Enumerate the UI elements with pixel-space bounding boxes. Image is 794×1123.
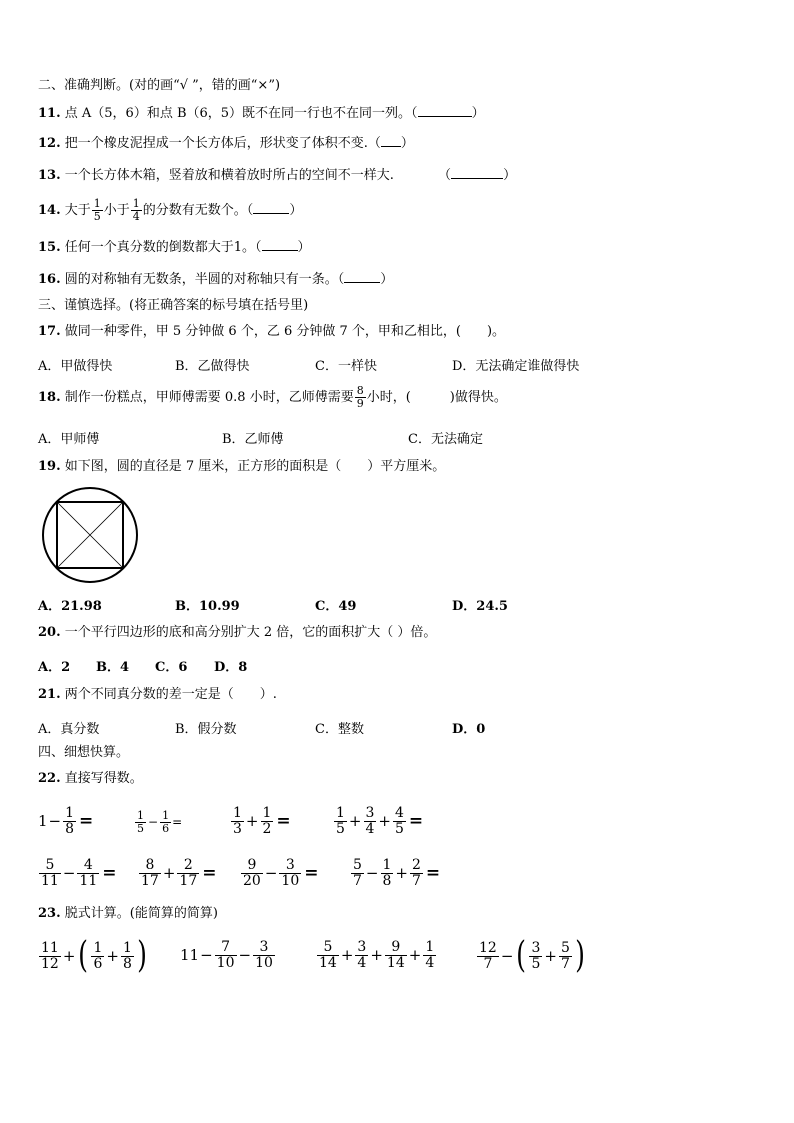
- q22-text: 直接写得数。: [64, 771, 143, 786]
- q21-option-d[interactable]: D．0: [452, 722, 486, 737]
- question-14: [38, 196, 302, 226]
- q14-number: 14.: [38, 203, 61, 218]
- q22-expression-6: $\frac{8}{17}$ + $\frac{2}{17}$ =: [141, 857, 217, 889]
- q17-option-d[interactable]: D．无法确定谁做得快: [452, 359, 580, 374]
- question-13: [38, 168, 516, 184]
- q19-option-a[interactable]: A．21.98: [38, 599, 102, 614]
- q21-text: 两个不同真分数的差一定是（ ）.: [64, 687, 277, 702]
- section-2-title: 二、准确判断。(对的画“√ ”，错的画“×”): [38, 78, 281, 93]
- q17-option-c[interactable]: C．一样快: [315, 359, 377, 374]
- q20-option-c[interactable]: C．6: [155, 660, 188, 675]
- q16-close-paren: ）: [380, 272, 394, 287]
- q19-option-c[interactable]: C．49: [315, 599, 357, 614]
- q11-answer-blank[interactable]: [418, 116, 472, 117]
- question-22: [38, 771, 143, 787]
- question-15: [38, 240, 311, 256]
- q12-close-paren: ）: [400, 136, 414, 151]
- section-3-title: 三、谨慎选择。(将正确答案的标号填在括号里): [38, 298, 309, 313]
- q22-expression-8: $\frac{5}{7}$ − $\frac{1}{8}$ + $\frac{2}{7}$ =: [353, 857, 441, 889]
- q19-option-b[interactable]: B．10.99: [175, 599, 240, 614]
- question-12: [38, 136, 414, 152]
- q15-text: 任何一个真分数的倒数都大于1。（: [64, 240, 262, 255]
- q22-expression-5: $\frac{5}{11}$ − $\frac{4}{11}$ =: [41, 857, 117, 889]
- q17-number: 17.: [38, 324, 61, 339]
- q22-number: 22.: [38, 771, 61, 786]
- q14-fraction-1: $\frac{1}{5}$: [93, 197, 101, 223]
- q22-expression-4: $\frac{1}{5}$ + $\frac{3}{4}$ + $\frac{4}{5}$ =: [336, 805, 424, 837]
- q18-option-b[interactable]: B．乙师傅: [222, 432, 284, 447]
- q18-fraction: $\frac{8}{9}$: [356, 384, 364, 410]
- question-16: [38, 272, 393, 288]
- q22-expression-1: 1 − $\frac{1}{8}$ =: [38, 805, 94, 837]
- q18-text-pre: 制作一份糕点，甲师傅需要 0.8 小时，乙师傅需要: [64, 390, 354, 405]
- q23-expression-1: $\frac{11}{12}$ + ( $\frac{1}{6}$ + $\frac{1}{8}$ ): [41, 935, 147, 976]
- q13-open-paren: （: [438, 168, 452, 183]
- question-23: [38, 906, 218, 922]
- q19-option-d[interactable]: D．24.5: [452, 599, 508, 614]
- q11-number: 11.: [38, 106, 61, 121]
- q21-option-b[interactable]: B．假分数: [175, 722, 237, 737]
- q15-close-paren: ）: [297, 240, 311, 255]
- q20-option-d[interactable]: D．8: [214, 660, 248, 675]
- q18-number: 18.: [38, 390, 61, 405]
- q17-text: 做同一种零件，甲 5 分钟做 6 个，乙 6 分钟做 7 个，甲和乙相比，( )。: [64, 324, 506, 339]
- q13-close-paren: ）: [503, 168, 517, 183]
- q12-answer-blank[interactable]: [381, 146, 401, 147]
- q14-text-mid: 小于: [103, 203, 130, 218]
- q20-option-a[interactable]: A．2: [38, 660, 71, 675]
- section-4-title: 四、细想快算。: [38, 745, 130, 760]
- q18-option-c[interactable]: C．无法确定: [408, 432, 483, 447]
- q23-expression-4: $\frac{12}{7}$ − ( $\frac{3}{5}$ + $\frac{5}{7}$ ): [479, 935, 585, 976]
- q23-text: 脱式计算。(能简算的简算): [64, 906, 218, 921]
- question-20: [38, 625, 436, 641]
- q21-option-c[interactable]: C．整数: [315, 722, 364, 737]
- q17-option-b[interactable]: B．乙做得快: [175, 359, 250, 374]
- q16-number: 16.: [38, 272, 61, 287]
- q22-expression-7: $\frac{9}{20}$ − $\frac{3}{10}$ =: [243, 857, 319, 889]
- question-19: [38, 459, 445, 475]
- q19-text: 如下图，圆的直径是 7 厘米，正方形的面积是（ ）平方厘米。: [64, 459, 446, 474]
- q14-text-post: 的分数有无数个。（: [142, 203, 254, 218]
- q20-number: 20.: [38, 625, 61, 640]
- q15-number: 15.: [38, 240, 61, 255]
- q13-number: 13.: [38, 168, 61, 183]
- question-11: [38, 106, 485, 122]
- q20-option-b[interactable]: B．4: [96, 660, 130, 675]
- circle-square-figure: [40, 485, 140, 585]
- q23-expression-2: 11 − $\frac{7}{10}$ − $\frac{3}{10}$: [180, 939, 273, 971]
- q21-option-a[interactable]: A．真分数: [38, 722, 100, 737]
- q19-number: 19.: [38, 459, 61, 474]
- q14-answer-blank[interactable]: [253, 213, 289, 214]
- q13-text: 一个长方体木箱，竖着放和横着放时所占的空间不一样大.: [64, 168, 394, 183]
- q22-expression-3: $\frac{1}{3}$ + $\frac{1}{2}$ =: [233, 805, 291, 837]
- q13-answer-blank[interactable]: [451, 178, 503, 179]
- question-18: [38, 383, 507, 413]
- q14-close-paren: ）: [289, 203, 303, 218]
- q11-close-paren: ）: [471, 106, 485, 121]
- q22-expression-2: $\frac{1}{5}$ − $\frac{1}{6}$ =: [137, 809, 183, 835]
- q21-number: 21.: [38, 687, 61, 702]
- q16-text: 圆的对称轴有无数条，半圆的对称轴只有一条。（: [64, 272, 345, 287]
- q20-text: 一个平行四边形的底和高分别扩大 2 倍，它的面积扩大（ ）倍。: [64, 625, 437, 640]
- q23-number: 23.: [38, 906, 61, 921]
- question-17: [38, 324, 505, 340]
- question-21: [38, 687, 277, 703]
- q17-option-a[interactable]: A．甲做得快: [38, 359, 113, 374]
- q11-text: 点 A（5，6）和点 B（6，5）既不在同一行也不在同一列。（: [64, 106, 418, 121]
- q18-text-post: 小时，( )做得快。: [366, 390, 507, 405]
- q12-number: 12.: [38, 136, 61, 151]
- q16-answer-blank[interactable]: [344, 282, 380, 283]
- q23-expression-3: $\frac{5}{14}$ + $\frac{3}{4}$ + $\frac{9}{14}$ + $\frac{1}{4}$: [319, 939, 435, 971]
- q12-text: 把一个橡皮泥捏成一个长方体后，形状变了体积不变.（: [64, 136, 381, 151]
- q15-answer-blank[interactable]: [262, 250, 298, 251]
- q14-text-pre: 大于: [64, 203, 91, 218]
- q14-fraction-2: $\frac{1}{4}$: [132, 197, 140, 223]
- q18-option-a[interactable]: A．甲师傅: [38, 432, 100, 447]
